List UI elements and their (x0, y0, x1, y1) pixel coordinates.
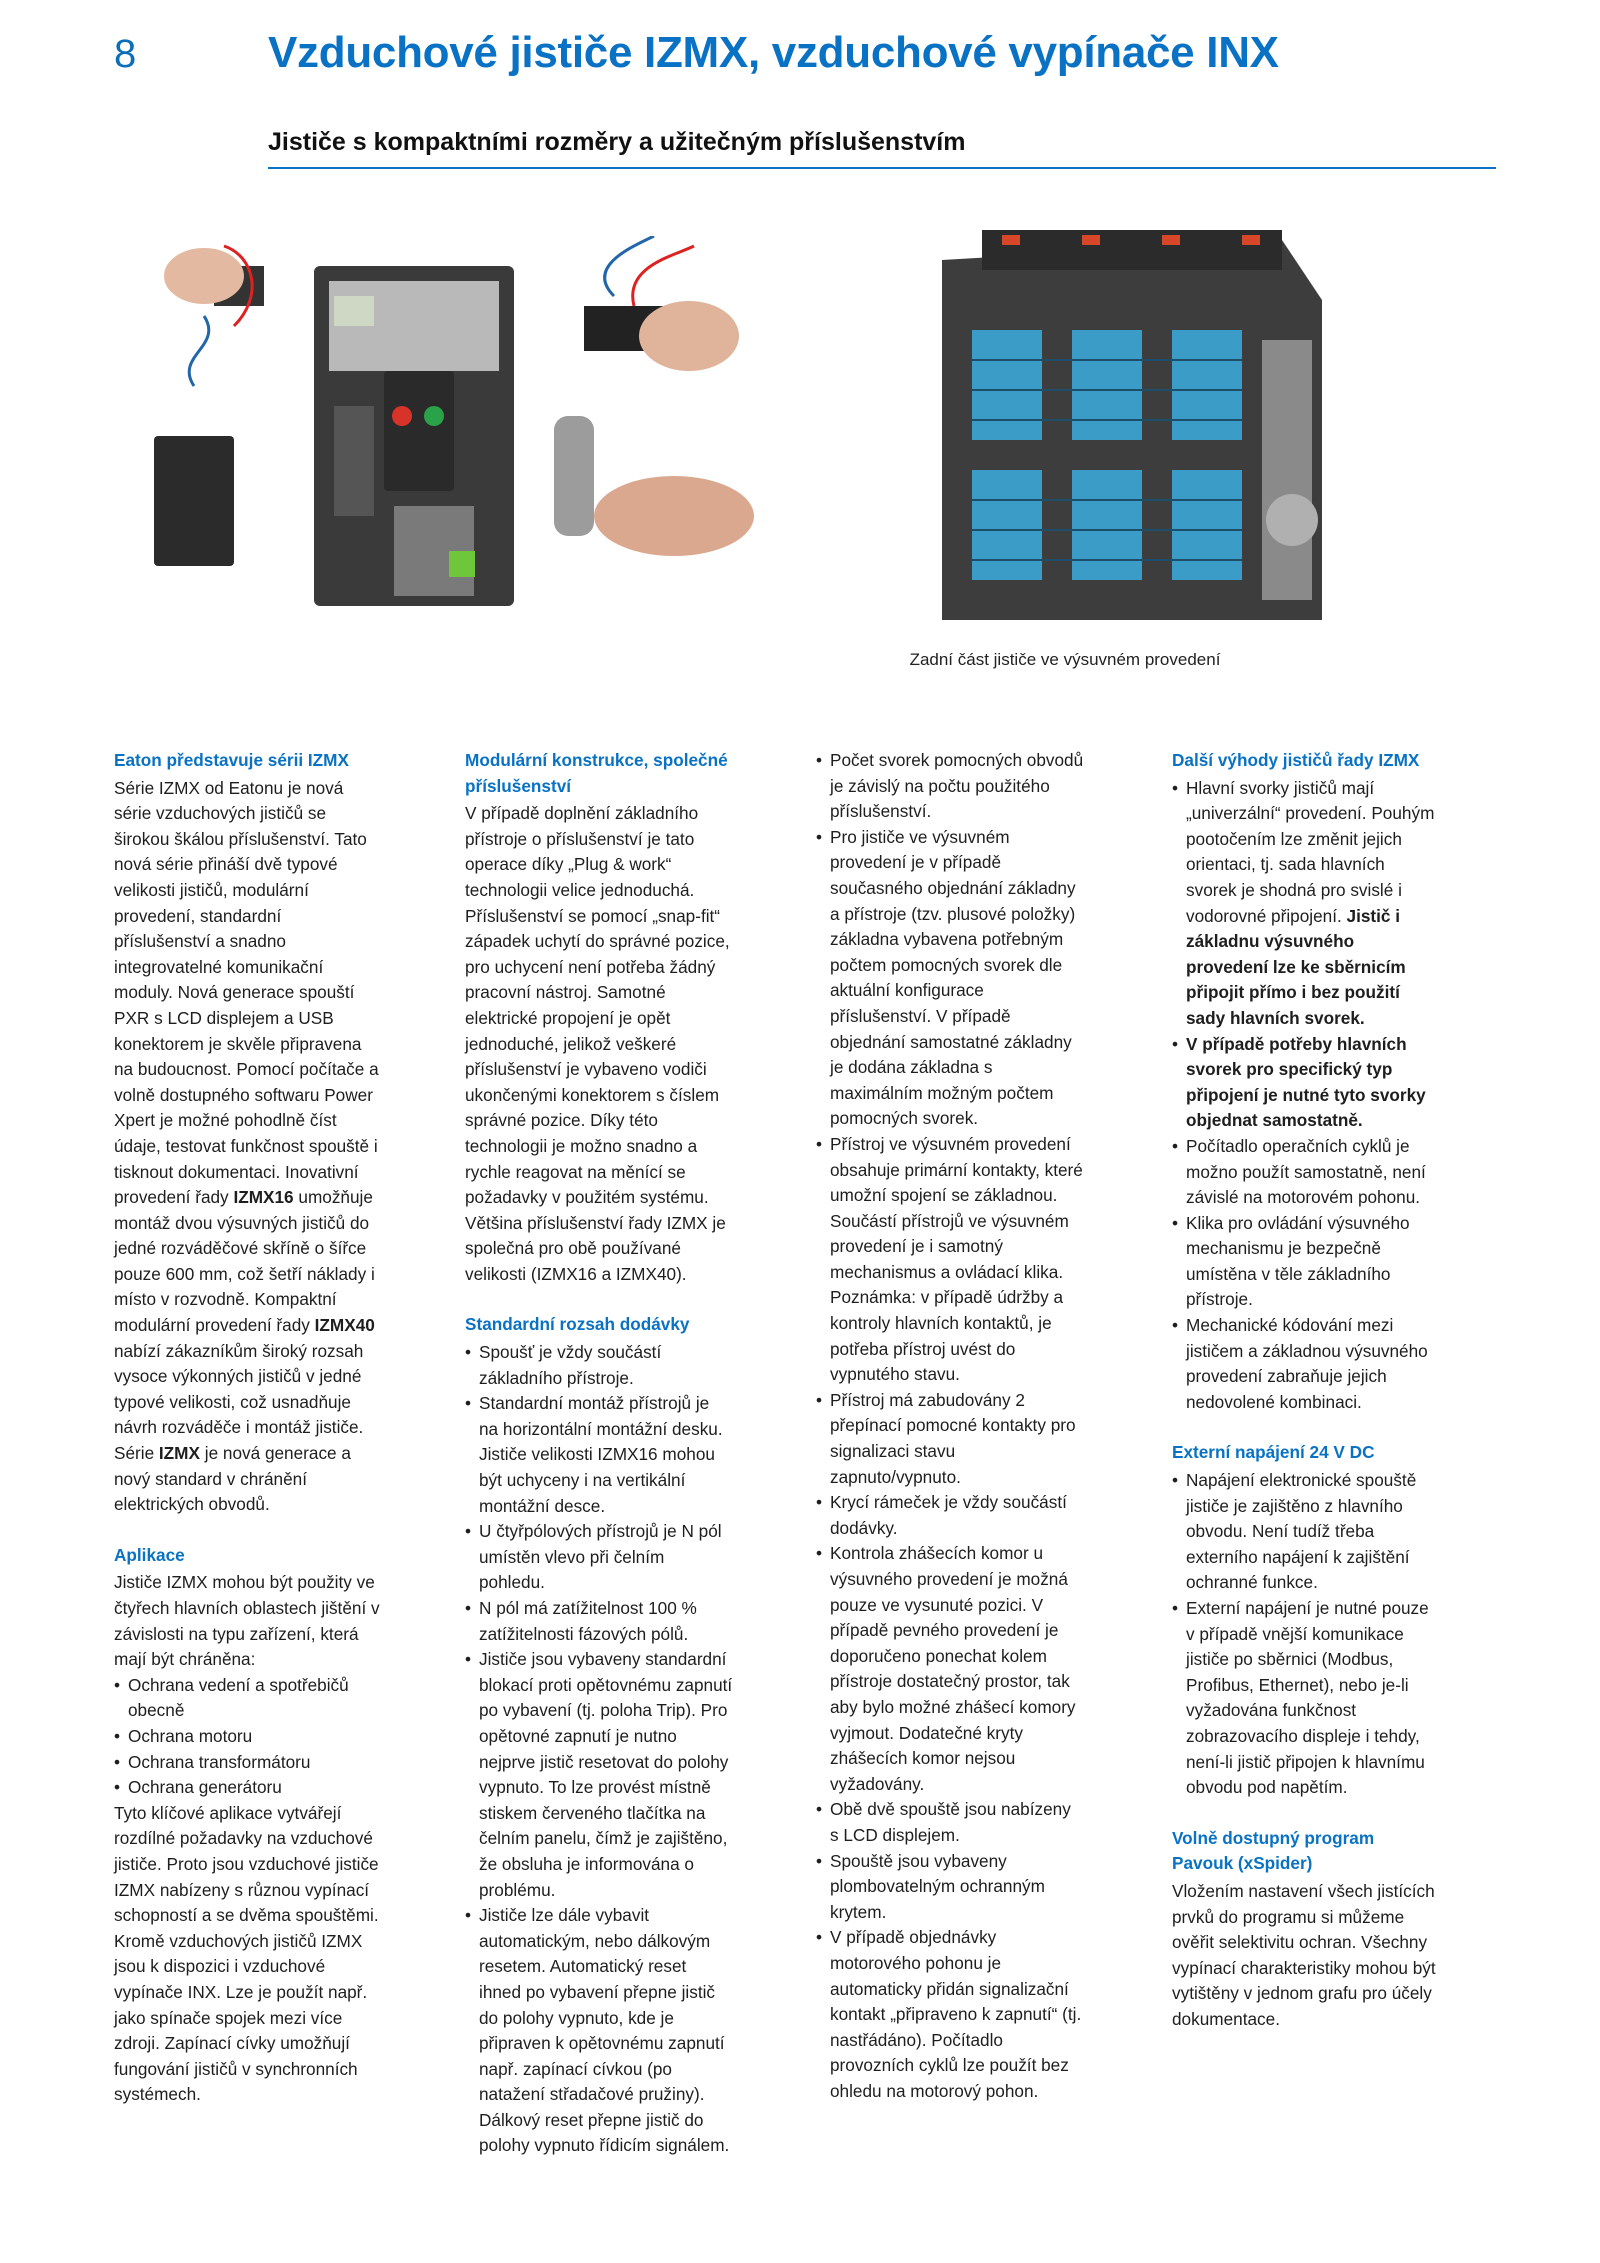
inx-paragraph: Kromě vzduchových jističů IZMX jsou k dispozici i vzduchové vypínače INX. Lze je použít např. jako spínače spojek mezi více zdroji. Zapínací cívky umožňují fungování jističů v synchronních systémech. (114, 1930, 368, 2105)
heading-standardni-rozsah: Standardní rozsah dodávky (465, 1314, 690, 1335)
heading-externi-napajeni: Externí napájení 24 V DC (1172, 1442, 1375, 1463)
column-3 (816, 748, 1084, 2104)
list-item: • Externí napájení je nutné pouze v případě vnější komunikace jističe po sběrnici (Modbus, Profibus, Ethernet), nebo je-li vyžadována funkčnost zobrazovacího displeje i tehdy, není-li jistič připojen k hlavnímu obvodu pod napětím. (1172, 1598, 1429, 1798)
list-item: • U čtyřpólových přístrojů je N pól umístěn vlevo při čelním pohledu. (465, 1521, 722, 1593)
pavouk-paragraph: Vložením nastavení všech jistících prvků do programu si můžeme ověřit selektivitu ochran. Všechny vypínací charakteristiky mohou být vytištěny v jednom grafu pro účely dokumentace. (1172, 1880, 1436, 2029)
heading-pavouk: Volně dostupný program Pavouk (xSpider) (1172, 1827, 1375, 1874)
list-item: • Jističe lze dále vybavit automatickým, nebo dálkovým resetem. Automatický reset ihned po vybavení přepne jistič do polohy vypnuto, kde je připraven k opětovnému zapnutí např. zapínací cívkou (po natažení střadačové pružiny). Dálkový reset přepne jistič do polohy vypnuto řídicím signálem. (465, 1905, 730, 2156)
list-item: • Počítadlo operačních cyklů je možno použít samostatně, není závislé na motorovém pohonu. (1172, 1135, 1426, 1208)
list-item: • Standardní montáž přístrojů je na horizontální montážní desku. Jističe velikosti IZMX16 mohou být uchyceny i na vertikální montážní desce. (465, 1393, 723, 1516)
heading-modularni: Modulární konstrukce, společné příslušenství (465, 750, 728, 796)
breaker-accessories-photo (114, 236, 802, 624)
list-item: • Počet svorek pomocných obvodů je závislý na počtu použitého příslušenství. (816, 750, 1084, 822)
column-4 (1172, 748, 1440, 2033)
applications-paragraph: Jističe IZMX mohou být použity ve čtyřech hlavních oblastech jištění v závislosti na typu zařízení, která mají být chráněna: (114, 1572, 380, 1670)
applications-list (114, 1673, 382, 1801)
list-item: • Napájení elektronické spouště jističe je zajištěno z hlavního obvodu. Není tudíž třeba externího napájení k zajištění ochranné funkce. (1172, 1470, 1417, 1593)
list-item: • Hlavní svorky jističů mají „univerzální“ provedení. Pouhým pootočením lze změnit jejich orientaci, tj. sada hlavních svorek je shodná pro svislé i vodorovné připojení. Jistič i základnu výsuvného provedení lze ke sběrnicím připojit přímo i bez použití sady hlavních svorek. (1172, 777, 1435, 1028)
page-title: Vzduchové jističe IZMX, vzduchové vypínače INX (268, 28, 1279, 77)
list-item: • Ochrana motoru (114, 1725, 253, 1746)
standard-scope-list (465, 1340, 733, 2159)
list-item: • V případě objednávky motorového pohonu je automaticky přidán signalizační kontakt „připraveno k zapnutí“ (tj. nastřádáno). Počítadlo provozních cyklů lze použít bez ohledu na motorový pohon. (816, 1927, 1082, 2101)
header-rule (268, 167, 1496, 169)
modular-paragraph: V případě doplnění základního přístroje o příslušenství je tato operace díky „Plug & work“ technologii velice jednoduchá. Příslušenství se pomocí „snap-fit“ západek uchytí do správné pozice, pro uchycení není potřeba žádný pracovní nástroj. Samotné elektrické propojení je opět jednoduché, jelikož veškeré příslušenství je vybaveno vodiči ukončenými konektorem s číslem správné pozice. Díky této technologii je možno snadno a rychle reagovat na měnící se požadavky v použitém systému. Většina příslušenství řady IZMX je společná pro obě používané velikosti (IZMX16 a IZMX40). (465, 803, 730, 1284)
column-1 (114, 748, 382, 2108)
photo-caption: Zadní část jističe ve výsuvném provedení (909, 650, 1221, 669)
column-2 (465, 748, 733, 2159)
intro-paragraph: Série IZMX od Eatonu je nová série vzduchových jističů se širokou škálou příslušenství. Tato nová série přináší dvě typové velikosti jističů, modulární provedení, standardní příslušenství a snadno integrovatelné komunikační moduly. Nová generace spouští PXR s LCD displejem a USB konektorem je skvěle připravena na budoucnost. Pomocí počítače a volně dostupného softwaru Power Xpert je možné pohodlně číst údaje, testovat funkčnost spouště i tisknout dokumentaci. Inovativní provedení řady IZMX16 umožňuje montáž dvou výsuvných jističů do jedné rozváděčové skříně o šířce pouze 600 mm, což šetří náklady i místo v rozvodně. Kompaktní modulární provedení řady IZMX40 nabízí zákazníkům široký rozsah vysoce výkonných jističů v jedné typové velikosti, což usnadňuje návrh rozváděče i montáž jističe. Série IZMX je nová generace a nový standard v chránění elektrických obvodů. (114, 777, 379, 1515)
list-item: • Mechanické kódování mezi jističem a základnou výsuvného provedení zabraňuje jejich nedovolené kombinaci. (1172, 1315, 1428, 1412)
list-item: • Ochrana generátoru (114, 1777, 282, 1798)
list-item: • Krycí rámeček je vždy součástí dodávky. (816, 1492, 1067, 1538)
list-item: • Ochrana transformátoru (114, 1751, 311, 1772)
applications-paragraph-2: Tyto klíčové aplikace vytvářejí rozdílné požadavky na vzduchové jističe. Proto jsou vzduchové jističe IZMX nabízeny s různou vypínací schopností a se dvěma spouštěmi. (114, 1802, 379, 1926)
list-item: • Spouště jsou vybaveny plombovatelným ochranným krytem. (816, 1850, 1045, 1922)
list-item: • Přístroj má zabudovány 2 přepínací pomocné kontakty pro signalizaci stavu zapnuto/vypnuto. (816, 1389, 1076, 1487)
list-item: • Ochrana vedení a spotřebičů obecně (114, 1674, 349, 1721)
heading-aplikace: Aplikace (114, 1544, 185, 1565)
list-item: • Přístroj ve výsuvném provedení obsahuje primární kontakty, které umožní spojení se základnou. Součástí přístrojů ve výsuvném provedení je i samotný mechanismus a ovládací klika. Poznámka: v případě údržby a kontroly hlavních kontaktů, je potřeba přístroj uvést do vypnutého stavu. (816, 1133, 1083, 1385)
heading-eaton-izmx: Eaton představuje sérii IZMX (114, 750, 349, 770)
standard-scope-list-cont (816, 748, 1084, 2104)
list-item: • Jističe jsou vybaveny standardní blokací proti opětovnému zapnutí po vybavení (tj. poloha Trip). Pro opětovné zapnutí je nutno nejprve jistič resetovat do polohy vypnuto. To lze provést místně stiskem červeného tlačítka na čelním panelu, čímž je zajištěno, že obsluha je informována o problému. (465, 1649, 733, 1900)
list-item: • Kontrola zhášecích komor u výsuvného provedení je možná pouze ve vysunuté pozici. V případě pevného provedení je doporučeno ponechat kolem přístroje dostatečný prostor, tak aby bylo možné zhášecí komory vyjmout. Dodatečné kryty zhášecích komor nejsou vyžadovány. (816, 1543, 1076, 1794)
page-number: 8 (114, 32, 137, 76)
external-supply-list (1172, 1468, 1440, 1801)
page-subtitle: Jističe s kompaktními rozměry a užitečným příslušenstvím (268, 128, 966, 156)
heading-dalsi-vyhody: Další výhody jističů řady IZMX (1172, 750, 1420, 770)
list-item: • Klika pro ovládání výsuvného mechanismu je bezpečně umístěna v těle základního přístroje. (1172, 1212, 1410, 1310)
advantages-list (1172, 776, 1440, 1416)
breaker-rear-photo (882, 220, 1332, 630)
list-item: • V případě potřeby hlavních svorek pro specifický typ připojení je nutné tyto svorky objednat samostatně. (1172, 1033, 1426, 1131)
list-item: • N pól má zatížitelnost 100 % zatížitelnosti fázových pólů. (465, 1598, 697, 1644)
list-item: • Pro jističe ve výsuvném provedení je v případě současného objednání základny a přístroje (tzv. plusové položky) základna vybavena potřebným počtem pomocných svorek dle aktuální konfigurace příslušenství. V případě objednání samostatné základny je dodána základna s maximálním možným počtem pomocných svorek. (816, 826, 1076, 1129)
list-item: • Obě dvě spouště jsou nabízeny s LCD displejem. (816, 1799, 1071, 1845)
list-item: • Spoušť je vždy součástí základního přístroje. (465, 1342, 662, 1388)
